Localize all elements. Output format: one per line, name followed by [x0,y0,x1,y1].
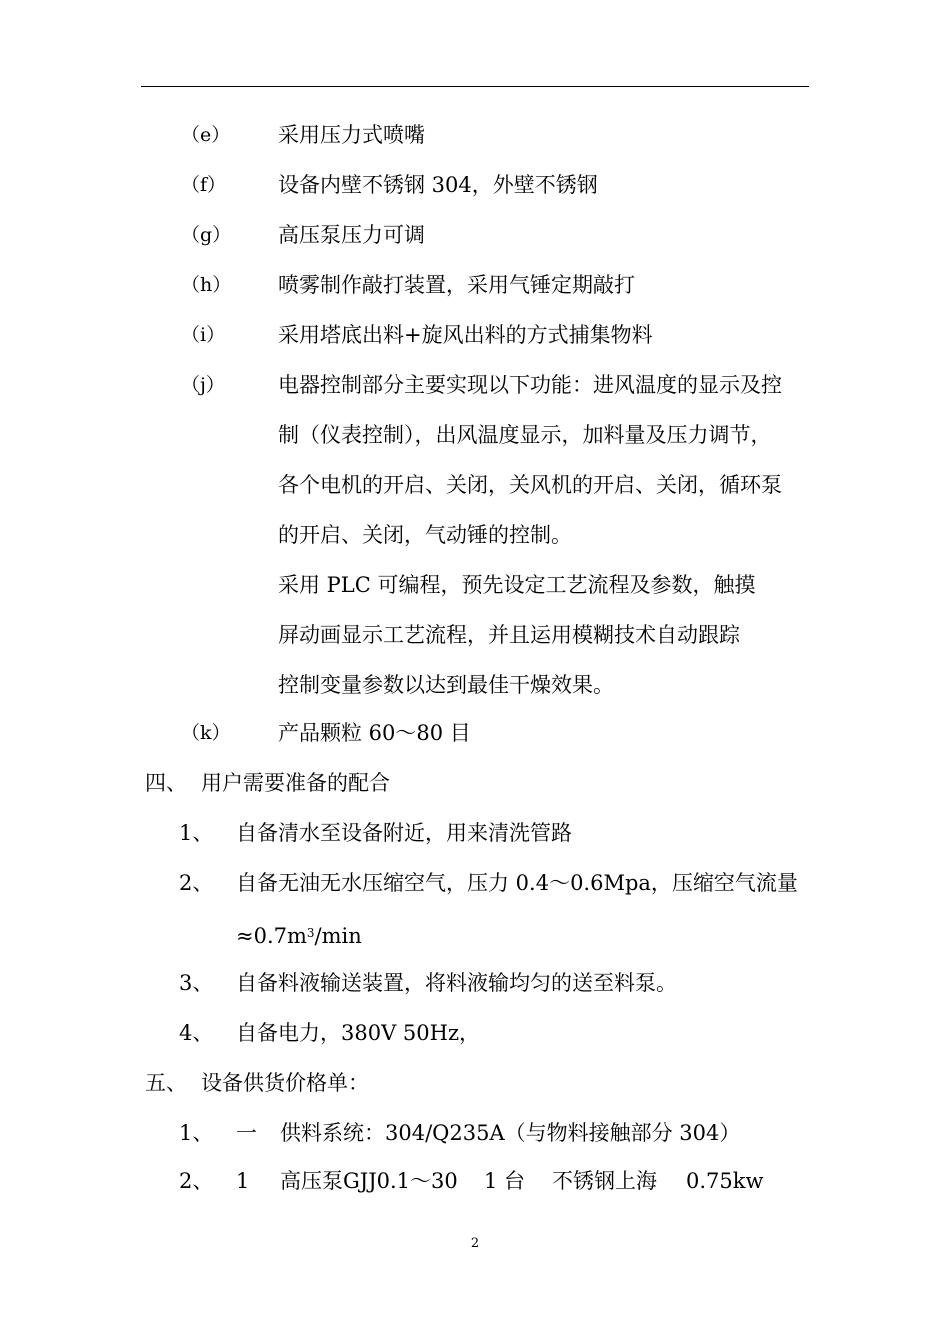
section-4-number: 四、 [145,771,187,795]
item-f-text: 设备内壁不锈钢 304，外壁不锈钢 [278,173,598,197]
item-e-text: 采用压力式喷嘴 [278,123,425,147]
item-j-line-1: 电器控制部分主要实现以下功能：进风温度的显示及控 [278,373,782,397]
item-j-line-6: 屏动画显示工艺流程，并且运用模糊技术自动跟踪 [278,623,740,647]
airflow-exponent: 3 [306,926,315,940]
s4-item-1-text: 自备清水至设备附近，用来清洗管路 [236,821,572,845]
s4-item-3-number: 3、 [179,971,214,995]
s5-item-1-number: 1、 [179,1121,214,1145]
s5-item-2-power: 0.75kw [686,1169,764,1193]
airflow-unit: /min [314,924,362,948]
item-k-label: （k） [181,722,231,744]
s5-item-2-material: 不锈钢上海 [552,1169,657,1193]
section-5-number: 五、 [145,1071,187,1095]
s5-item-1-text: 供料系统：304/Q235A（与物料接触部分 304） [280,1121,741,1145]
item-j-line-5: 采用 PLC 可编程，预先设定工艺流程及参数，触摸 [278,573,756,597]
s4-item-4-number: 4、 [179,1021,214,1045]
item-j-line-3: 各个电机的开启、关闭，关风机的开启、关闭，循环泵 [278,473,782,497]
s5-item-2-number: 2、 [179,1169,214,1193]
item-h-label: （h） [181,274,232,296]
s5-item-1-sub: 一 [236,1121,257,1145]
item-f-label: （f） [181,174,227,196]
item-g-label: （g） [181,224,232,246]
item-j-line-2: 制（仪表控制），出风温度显示，加料量及压力调节， [278,423,772,447]
s5-item-2-name: 高压泵GJJ0.1～30 [280,1169,458,1193]
item-g-text: 高压泵压力可调 [278,223,425,247]
s4-item-4-text: 自备电力，380V 50Hz， [236,1021,481,1045]
item-j-line-7: 控制变量参数以达到最佳干燥效果。 [278,673,614,697]
item-i-label: （i） [181,324,226,346]
s4-item-1-number: 1、 [179,821,214,845]
item-j-label: （j） [181,374,225,396]
section-5-heading: 设备供货价格单： [201,1071,369,1095]
section-4-heading: 用户需要准备的配合 [201,771,390,795]
item-j-line-4: 的开启、关闭，气动锤的控制。 [278,523,572,547]
item-k-text: 产品颗粒 60～80 目 [278,721,471,745]
s4-item-2-number: 2、 [179,871,214,895]
airflow-value: ≈0.7m [236,924,307,948]
page-number: 2 [470,1236,480,1251]
item-e-label: （e） [181,124,231,146]
s5-item-2-qty: 1 台 [484,1169,526,1193]
item-i-text: 采用塔底出料+旋风出料的方式捕集物料 [278,323,653,347]
s4-item-2-text: 自备无油无水压缩空气，压力 0.4～0.6Mpa，压缩空气流量 [236,871,798,895]
s4-item-2-line-2 [236,919,362,950]
header-rule [141,86,809,87]
item-h-text: 喷雾制作敲打装置，采用气锤定期敲打 [278,273,635,297]
s4-item-3-text: 自备料液输送装置，将料液输均匀的送至料泵。 [236,971,677,995]
s5-item-2-sub: 1 [236,1169,250,1193]
